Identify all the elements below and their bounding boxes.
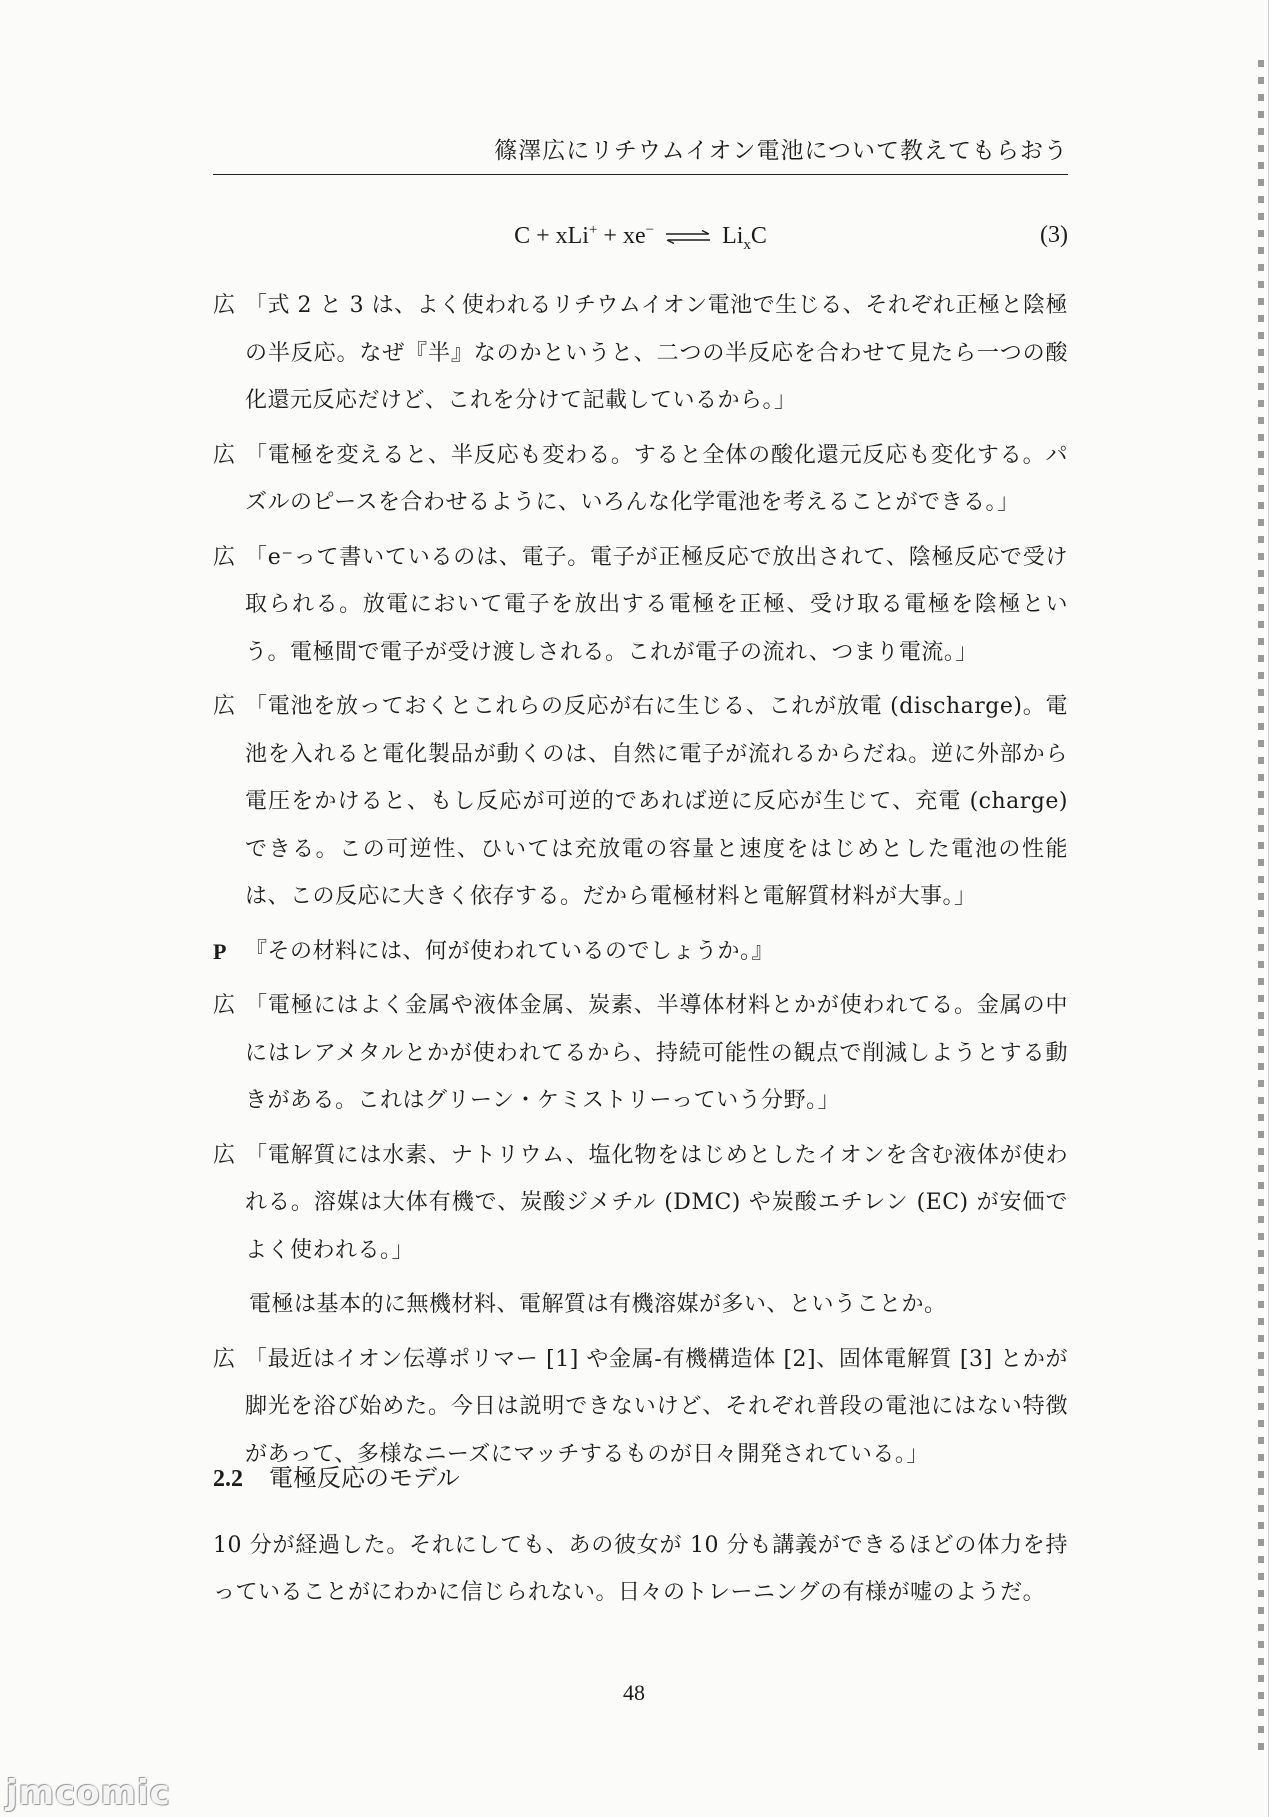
paragraph-text: 「電極を変えると、半反応も変わる。すると全体の酸化還元反応も変化する。パズルのピースを合わせるように、いろんな化学電池を考えることができる。」 [245,442,1068,515]
equation-lhs-2-sup: − [645,222,655,238]
running-head: 篠澤広にリチウムイオン電池について教えてもらおう [213,132,1068,175]
equation-lhs-1-sup: + [588,222,598,238]
dialogue-paragraph [213,928,1068,976]
paragraph-text: 「電解質には水素、ナトリウム、塩化物をはじめとしたイオンを含む液体が使われる。溶媒は大体有機で、炭酸ジメチル (DMC) や炭酸エチレン (EC) が安価でよく使われる。」 [245,1142,1068,1263]
speaker-label: 広 [213,1346,236,1372]
equation-rhs-1: Li [722,223,744,249]
equation-rhs-2: C [750,223,767,249]
paragraph-text: 「最近はイオン伝導ポリマー [1] や金属-有機構造体 [2]、固体電解質 [3] とかが脚光を浴び始めた。今日は説明できないけど、それぞれ普段の電池にはない特徴があって、多様なニーズにマッチするものが日々開発されている。」 [245,1346,1068,1467]
narration-text: 10 分が経過した。それにしても、あの彼女が 10 分も講義ができるほどの体力を持っていることがにわかに信じられない。日々のトレーニングの有様が嘘のようだ。 [213,1533,1068,1605]
dialogue-paragraph [213,282,1068,425]
equation-rhs-1-sub: x [743,236,751,253]
speaker-label: 広 [213,442,236,468]
paragraph-text: 「電池を放っておくとこれらの反応が右に生じる、これが放電 (discharge)。電池を入れると電化製品が動くのは、自然に電子が流れるからだね。逆に外部から電圧をかけると、もし反応が可逆的であれば逆に反応が生じて、充電 (charge) できる。この可逆性、ひいては充放電の容量と速度をはじめとした電池の性能は、この反応に大きく依存する。だから電極材料と電解質材料が大事。」 [245,694,1068,909]
paragraph-text: 『その材料には、何が使われているのでしょうか。』 [245,938,775,964]
dialogue-paragraph [213,1336,1068,1479]
dialogue-paragraph [213,432,1068,527]
page-number: 48 [623,1680,645,1705]
narration-paragraph [213,1281,1068,1329]
dialogue-paragraph [213,534,1068,677]
equation-number: (3) [1040,222,1068,248]
dialogue-paragraph [213,683,1068,921]
paragraph-text: 「電極にはよく金属や液体金属、炭素、半導体材料とかが使われてる。金属の中にはレアメタルとかが使われてるから、持続可能性の観点で削減しようとする動きがある。これはグリーン・ケミストリーっていう分野。」 [245,993,1068,1113]
speaker-label: 広 [213,1142,236,1168]
dialogue-body [213,282,1068,1485]
watermark: jmcomic [6,1773,171,1813]
section-heading [213,1458,460,1493]
section-title: 電極反応のモデル [269,1464,460,1492]
paragraph-text: 「e⁻って書いているのは、電子。電子が正極反応で放出されて、陰極反応で受け取られる。放電において電子を放出する電極を正極、受け取る電極を陰極という。電極間で電子が受け渡しされる。これが電子の流れ、つまり電流。」 [245,544,1068,665]
binding-holes [1258,60,1264,1750]
speaker-label: 広 [213,993,236,1018]
equation-3 [213,222,1068,258]
paragraph-text: 電極は基本的に無機材料、電解質は有機溶媒が多い、ということか。 [249,1292,947,1317]
equation-lhs-1: C + xLi [514,223,589,249]
dialogue-paragraph [213,1132,1068,1275]
section-number: 2.2 [213,1466,243,1492]
equation-lhs-2: + xe [597,223,646,249]
speaker-label: 広 [213,694,236,719]
equilibrium-arrow-icon [664,230,712,244]
dialogue-paragraph [213,982,1068,1125]
paragraph-text: 「式 2 と 3 は、よく使われるリチウムイオン電池で生じる、それぞれ正極と陰極の半反応。なぜ『半』なのかというと、二つの半反応を合わせて見たら一つの酸化還元反応だけど、これを分けて記載しているから。」 [245,293,1068,413]
equation-body [213,222,1068,254]
speaker-label: 広 [213,544,236,570]
speaker-label: 広 [213,293,236,318]
speaker-label: P [213,938,227,964]
